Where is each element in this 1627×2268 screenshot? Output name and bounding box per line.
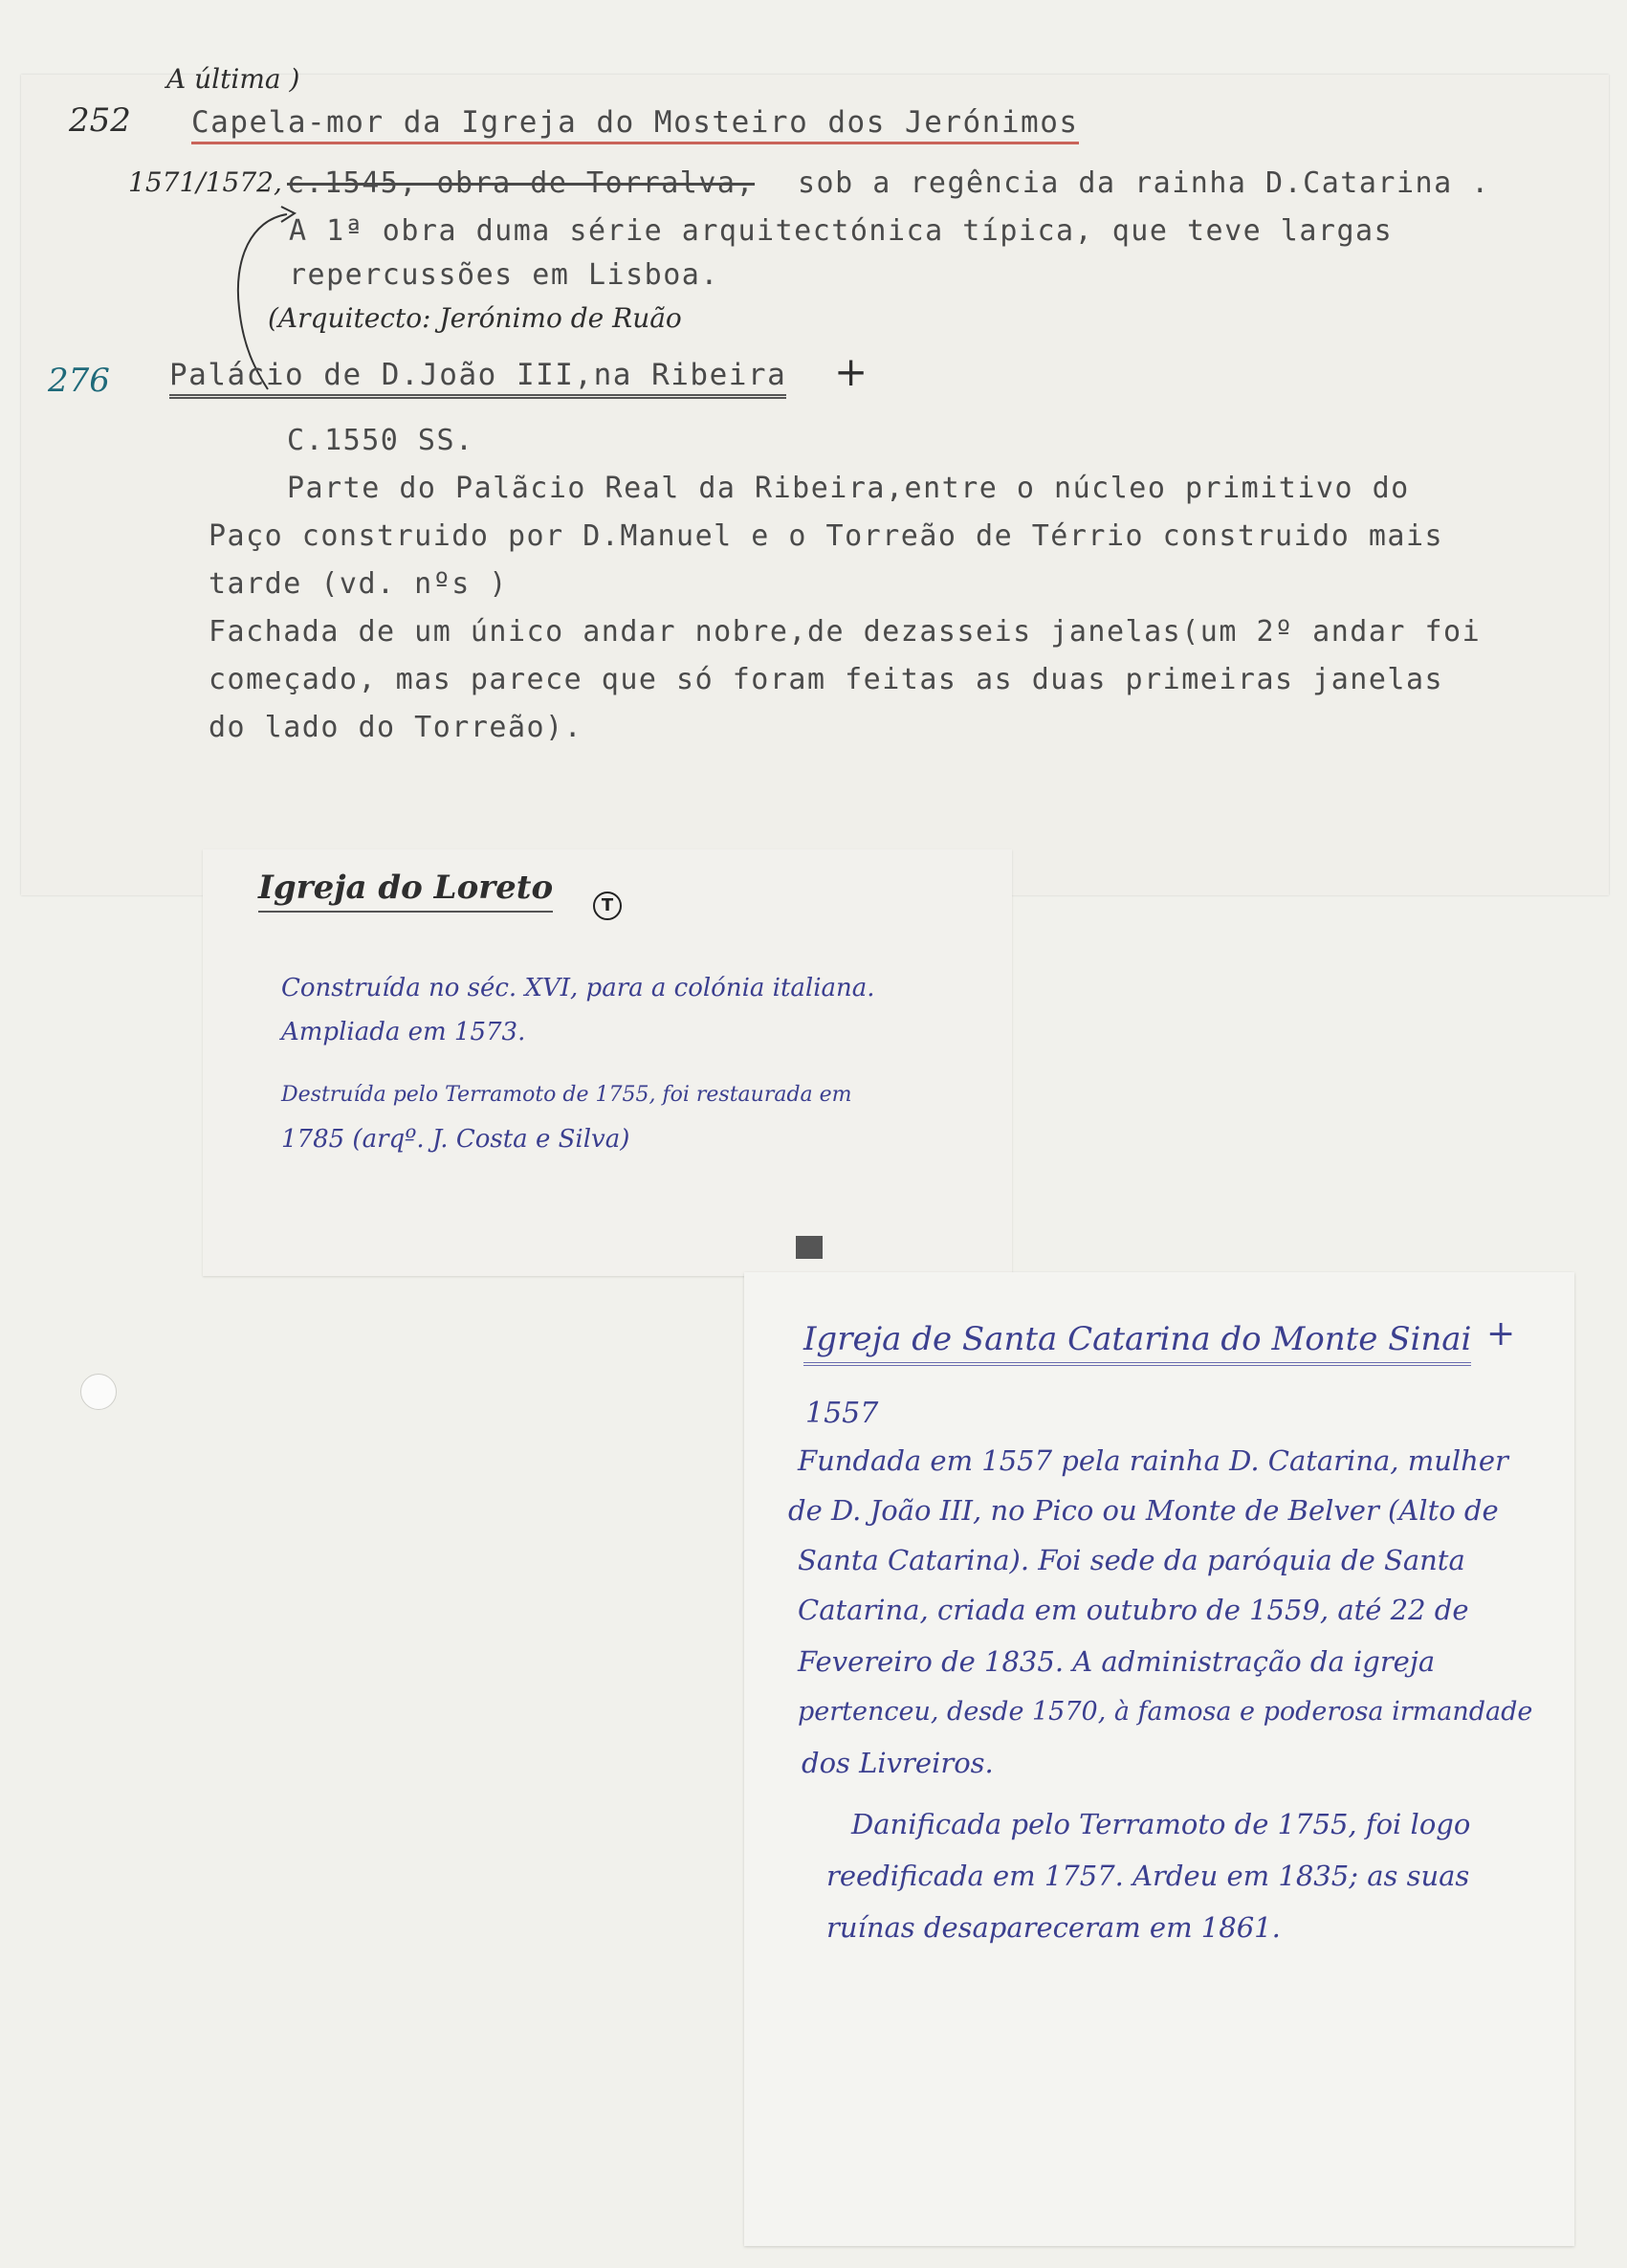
entry1-line3: repercussões em Lisboa. [289, 258, 719, 292]
catarina-line-2: de D. João III, no Pico ou Monte de Belver (Alto de [788, 1494, 1499, 1527]
palacio-line-3: Paço construido por D.Manuel e o Torreão de Térrio construido mais [209, 519, 1444, 553]
tape-square [796, 1236, 823, 1259]
insert-note: A última ) [166, 63, 300, 95]
entry-number-276: 276 [48, 362, 110, 400]
loreto-line-3: Destruída pelo Terramoto de 1755, foi restaurada em [281, 1083, 852, 1107]
catarina-year: 1557 [805, 1397, 879, 1430]
entry-number-252: 252 [69, 101, 131, 140]
catarina-line-10: ruínas desapareceram em 1861. [826, 1911, 1281, 1944]
catarina-plus-mark: + [1486, 1314, 1516, 1354]
entry1-line2: A 1ª obra duma série arquitectónica típica, que teve largas [289, 214, 1394, 248]
loreto-line-1: Construída no séc. XVI, para a colónia italiana. [281, 974, 875, 1002]
entry-title-palacio: Palácio de D.João III,na Ribeira [169, 358, 786, 399]
typed-index-card [21, 63, 1609, 895]
handwritten-card-santa-catarina [744, 1272, 1574, 2246]
punch-hole-middle [80, 1374, 117, 1410]
catarina-line-5: Fevereiro de 1835. A administração da igreja [798, 1645, 1436, 1678]
catarina-line-3: Santa Catarina). Foi sede da paróquia de Santa [798, 1544, 1465, 1576]
struck-text: c.1545, obra de Torralva, [287, 166, 756, 200]
architect-note: (Arquitecto: Jerónimo de Ruão [268, 302, 682, 334]
handwritten-card-loreto [203, 849, 1012, 1276]
catarina-line-9: reedificada em 1757. Ardeu em 1835; as suas [826, 1860, 1470, 1892]
regency-text: sob a regência da rainha D.Catarina . [798, 166, 1490, 200]
palacio-line-6: começado, mas parece que só foram feitas as duas primeiras janelas [209, 663, 1444, 696]
circled-t-icon: T [593, 892, 622, 920]
palacio-line-1: C.1550 SS. [287, 424, 474, 457]
catarina-line-8: Danificada pelo Terramoto de 1755, foi logo [851, 1808, 1471, 1840]
loreto-line-2: Ampliada em 1573. [281, 1018, 526, 1046]
catarina-title: Igreja de Santa Catarina do Monte Sinai [803, 1320, 1471, 1366]
loreto-title: Igreja do Loreto [258, 869, 553, 913]
catarina-line-6: pertenceu, desde 1570, à famosa e poderosa irmandade [798, 1697, 1533, 1727]
palacio-line-7: do lado do Torreão). [209, 711, 583, 744]
loreto-line-4: 1785 (arqº. J. Costa e Silva) [281, 1125, 630, 1154]
catarina-line-1: Fundada em 1557 pela rainha D. Catarina, mulher [798, 1444, 1508, 1477]
catarina-line-4: Catarina, criada em outubro de 1559, até 22 de [798, 1594, 1469, 1626]
plus-mark: + [834, 348, 868, 395]
date-handwritten: 1571/1572, [128, 166, 282, 198]
entry-title-capela-mor: Capela-mor da Igreja do Mosteiro dos Jerónimos [191, 105, 1079, 144]
palacio-line-2: Parte do Palãcio Real da Ribeira,entre o núcleo primitivo do [287, 472, 1410, 505]
palacio-line-4: tarde (vd. nºs ) [209, 567, 508, 601]
catarina-line-7: dos Livreiros. [802, 1747, 994, 1779]
palacio-line-5: Fachada de um único andar nobre,de dezasseis janelas(um 2º andar foi [209, 615, 1482, 649]
